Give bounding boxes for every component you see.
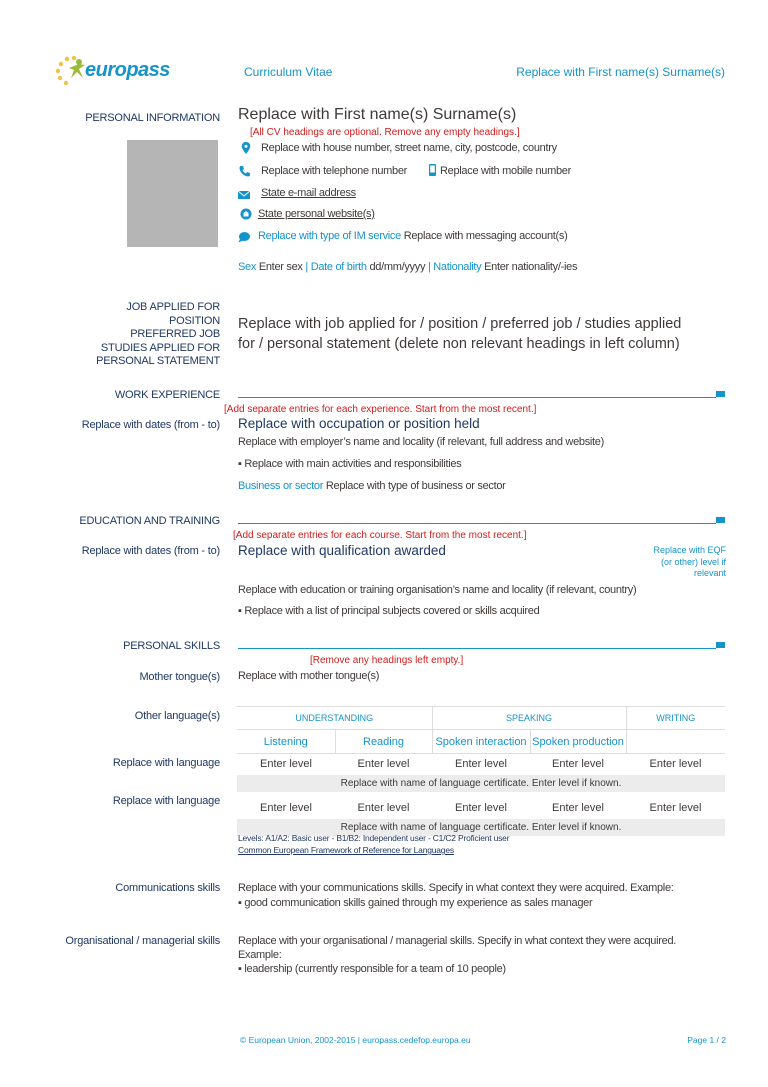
levels-note: Levels: A1/A2: Basic user - B1/B2: Independent user - C1/C2 Proficient user — [238, 833, 510, 843]
location-pin-icon — [240, 142, 252, 154]
education-dates: Replace with dates (from - to) — [81, 545, 220, 557]
level-spoken-interaction: Enter level — [455, 802, 507, 814]
section-personal-information: PERSONAL INFORMATION — [85, 112, 220, 124]
im-account: Replace with messaging account(s) — [403, 230, 568, 242]
europass-logo — [55, 54, 170, 88]
section-education: EDUCATION AND TRAINING — [79, 515, 220, 527]
footer-copyright: © European Union, 2002-2015 | europass.cedefop.europa.eu — [240, 1035, 471, 1045]
subjects: ▪ Replace with a list of principal subjects covered or skills acquired — [238, 605, 540, 617]
dob-label: Date of birth — [310, 261, 367, 273]
sex-value: Enter sex — [258, 261, 303, 273]
dob-value: dd/mm/yyyy — [369, 261, 426, 273]
section-job-applied — [96, 301, 220, 369]
level-listening: Enter level — [260, 802, 312, 814]
mobile: Replace with mobile number — [440, 165, 571, 177]
section-divider-square — [716, 642, 725, 648]
section-divider — [238, 523, 716, 524]
communication-line: ▪ good communication skills gained through my experience as sales manager — [238, 897, 593, 909]
section-work-experience: WORK EXPERIENCE — [114, 389, 220, 401]
headings-note: [All CV headings are optional. Remove any empty headings.] — [250, 127, 520, 138]
photo-placeholder — [127, 140, 218, 247]
job-label-line: POSITION — [169, 314, 220, 327]
section-divider — [238, 397, 716, 398]
occupation: Replace with occupation or position held — [238, 416, 480, 431]
logo-text: europass — [85, 59, 170, 81]
organisation: Replace with education or training organisation’s name and locality (if relevant, country) — [238, 584, 637, 596]
subheader-reading: Reading — [335, 730, 432, 754]
separator: | — [427, 261, 431, 273]
job-label-line: STUDIES APPLIED FOR — [100, 341, 220, 354]
sex-dob-nationality — [238, 261, 577, 273]
business-sector — [238, 480, 506, 492]
job-label-line: PERSONAL STATEMENT — [96, 355, 220, 367]
communication-text — [238, 881, 674, 911]
organisational-line: ▪ leadership (currently responsible for a team of 10 people) — [238, 963, 506, 975]
work-note: [Add separate entries for each experience. Start from the most recent.] — [224, 404, 537, 415]
doc-title: Curriculum Vitae — [244, 65, 333, 79]
level-writing: Enter level — [649, 802, 702, 814]
eqf-line: Replace with EQF — [653, 545, 726, 555]
language-table — [237, 706, 725, 836]
group-writing: WRITING — [626, 707, 725, 730]
telephone: Replace with telephone number — [261, 165, 408, 177]
mother-tongue-label: Mother tongue(s) — [139, 671, 220, 683]
cefr-link[interactable]: Common European Framework of Reference for Languages — [238, 845, 454, 855]
group-understanding: UNDERSTANDING — [237, 707, 432, 730]
language-certificate: Replace with name of language certificate. Enter level if known. — [237, 819, 725, 836]
language-name: Replace with language — [112, 795, 220, 807]
language-name: Replace with language — [112, 757, 220, 769]
eqf-line: (or other) level if — [660, 556, 726, 567]
job-text-line: Replace with job applied for / position / preferred job / studies applied — [238, 316, 682, 332]
subheader-spoken-interaction: Spoken interaction — [432, 730, 530, 754]
job-label-line: JOB APPLIED FOR — [126, 301, 220, 313]
certificate-row — [237, 775, 725, 792]
skills-note: [Remove any headings left empty.] — [310, 655, 464, 666]
separator: | — [305, 261, 308, 273]
sector-value: Replace with type of business or sector — [325, 480, 506, 492]
europass-stars-icon — [55, 56, 89, 86]
level-reading: Enter level — [357, 802, 410, 814]
level-listening: Enter level — [260, 758, 312, 771]
work-dates: Replace with dates (from - to) — [81, 419, 220, 431]
section-divider-square — [716, 391, 725, 397]
qualification: Replace with qualification awarded — [238, 543, 446, 558]
nationality-value: Enter nationality/-ies — [484, 261, 578, 273]
footer-page-number: Page 1 / 2 — [687, 1035, 726, 1045]
other-languages-label: Other language(s) — [134, 710, 220, 722]
section-personal-skills: PERSONAL SKILLS — [123, 640, 220, 652]
subheader-listening: Listening — [237, 730, 335, 754]
language-row — [237, 754, 725, 775]
organisational-line: Replace with your organisational / managerial skills. Specify in what context they were acquired. — [238, 935, 677, 947]
language-certificate: Replace with name of language certificate. Enter level if known. — [237, 775, 725, 792]
level-spoken-production: Enter level — [552, 802, 604, 814]
eqf-line: relevant — [693, 568, 726, 578]
level-reading: Enter level — [357, 758, 410, 771]
eqf-level — [653, 545, 726, 580]
website-icon — [240, 208, 252, 220]
subheader-spoken-production: Spoken production — [530, 730, 626, 754]
section-divider-square — [716, 517, 725, 523]
language-group-row — [237, 707, 725, 730]
email-icon — [238, 189, 250, 201]
website-link[interactable]: State personal website(s) — [258, 208, 375, 220]
job-applied-text — [238, 314, 681, 354]
communication-line: Replace with your communications skills. Specify in what context they were acquired. Example: — [238, 882, 674, 894]
nationality-label: Nationality — [433, 261, 482, 273]
language-row — [237, 798, 725, 819]
job-text-line: for / personal statement (delete non relevant headings in left column) — [238, 336, 680, 352]
sex-label: Sex — [238, 261, 257, 273]
address: Replace with house number, street name, city, postcode, country — [261, 142, 557, 154]
mother-tongue-value: Replace with mother tongue(s) — [238, 670, 380, 682]
level-spoken-interaction: Enter level — [455, 758, 507, 771]
organisational-text — [238, 934, 676, 976]
organisational-label: Organisational / managerial skills — [65, 935, 220, 947]
section-divider — [238, 648, 716, 649]
employer: Replace with employer’s name and locality (if relevant, full address and website) — [238, 436, 604, 448]
organisational-line: Example: — [238, 949, 282, 961]
group-speaking: SPEAKING — [432, 707, 626, 730]
communication-label: Communications skills — [115, 882, 220, 894]
im-service-type: Replace with type of IM service — [258, 230, 401, 242]
email-link[interactable]: State e-mail address — [261, 187, 356, 199]
sector-label: Business or sector — [238, 480, 324, 492]
full-name: Replace with First name(s) Surname(s) — [238, 106, 517, 123]
subheader-writing-empty — [626, 730, 725, 754]
chat-bubble-icon — [238, 231, 250, 243]
level-writing: Enter level — [649, 758, 702, 771]
mobile-phone-icon — [426, 164, 438, 176]
activities: ▪ Replace with main activities and responsibilities — [238, 458, 462, 470]
education-note: [Add separate entries for each course. Start from the most recent.] — [233, 530, 527, 541]
telephone-icon — [239, 165, 251, 177]
job-label-line: PREFERRED JOB — [130, 328, 220, 340]
level-spoken-production: Enter level — [552, 758, 604, 771]
language-subheader-row — [237, 730, 725, 754]
header-name: Replace with First name(s) Surname(s) — [516, 65, 725, 79]
